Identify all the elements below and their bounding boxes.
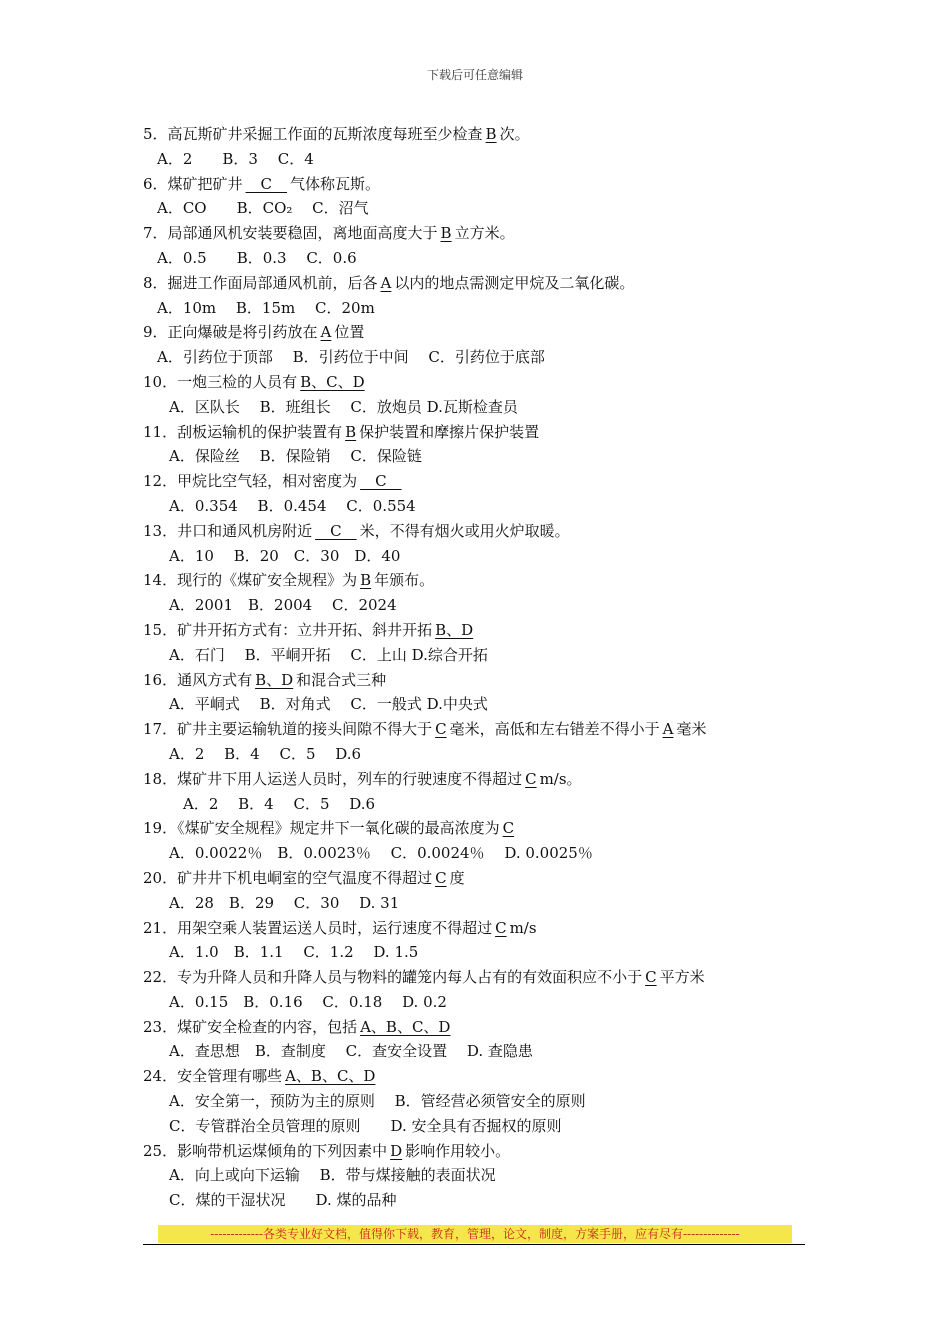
options-line: A．0.15 B．0.16 C．0.18 D. 0.2	[169, 992, 447, 1011]
question-6	[143, 172, 823, 197]
question-text: 21．用架空乘人装置运送人员时，运行速度不得超过	[143, 918, 493, 937]
options-line: A．向上或向下运输 B．带与煤接触的表面状况	[169, 1166, 496, 1185]
question-16	[143, 668, 823, 693]
footer-banner: -------------各类专业好文档，值得你下载，教育，管理，论文，制度，方案手册，应有尽有--------------	[158, 1225, 792, 1243]
options-line: A．0.0022％ B．0.0023％ C．0.0024％ D. 0.0025％	[169, 844, 593, 863]
question-text: 保护装置和摩擦片保护装置	[359, 422, 540, 441]
question-25	[143, 1139, 823, 1164]
answer-blank: C	[435, 720, 447, 739]
question-22	[143, 965, 823, 990]
answer-blank: C	[360, 472, 402, 491]
options-line: A．安全第一，预防为主的原则 B．管经营必须管安全的原则	[169, 1092, 586, 1111]
question-text: 次。	[499, 125, 530, 143]
options-line: A．10 B．20 C．30 D．40	[169, 546, 401, 565]
options-line: A．1.0 B．1.1 C．1.2 D. 1.5	[169, 943, 419, 962]
question-text: 22．专为升降人员和升降人员与物料的罐笼内每人占有的有效面积应不小于	[143, 968, 643, 987]
options-line: A．平峒式 B．对角式 C．一般式 D.中央式	[169, 695, 488, 714]
answer-blank: A	[320, 323, 332, 342]
question-text: 5．高瓦斯矿井采掘工作面的瓦斯浓度每班至少检查	[143, 125, 483, 143]
question-text: 17．矿井主要运输轨道的接头间隙不得大于	[143, 720, 433, 739]
options-line: A．2 B．4 C．5 D.6	[169, 744, 362, 763]
question-text: 和混合式三种	[296, 670, 387, 689]
question-5	[143, 122, 823, 147]
footer-rule	[143, 1244, 805, 1245]
options-line: A．10m B．15m C．20m	[157, 298, 375, 317]
options-line: A．0.5 B．0.3 C．0.6	[157, 248, 357, 267]
question-24	[143, 1064, 823, 1089]
answer-blank: C	[645, 968, 657, 987]
question-text: m/s	[509, 918, 537, 937]
question-text: 11．刮板运输机的保护装置有	[143, 422, 343, 441]
question-17	[143, 717, 823, 742]
answer-blank: B、C、D	[300, 372, 365, 391]
question-text: 8．掘进工作面局部通风机前，后各	[143, 273, 378, 292]
question-10	[143, 370, 823, 395]
question-text: 9．正向爆破是将引药放在	[143, 323, 318, 342]
question-text: 年颁布。	[374, 571, 435, 590]
question-14	[143, 568, 823, 593]
options-line: C．专管群治全员管理的原则 D. 安全具有否掘权的原则	[169, 1116, 562, 1135]
answer-blank: C	[315, 521, 357, 540]
question-19	[143, 816, 823, 841]
question-text: 15．矿井开拓方式有：立井开拓、斜井开拓	[143, 620, 433, 639]
question-8	[143, 271, 823, 296]
question-text: 度	[449, 868, 465, 887]
question-text: m/s。	[539, 769, 582, 788]
question-text: 24．安全管理有哪些	[143, 1067, 283, 1086]
question-text: 18．煤矿井下用人运送人员时，列车的行驶速度不得超过	[143, 769, 523, 788]
question-text: 14．现行的《煤矿安全规程》为	[143, 571, 358, 590]
options-line: A．石门 B．平峒开拓 C．上山 D.综合开拓	[169, 645, 488, 664]
question-text: 以内的地点需测定甲烷及二氧化碳。	[394, 273, 635, 292]
answer-blank: B	[440, 224, 452, 243]
answer-blank: C	[435, 868, 447, 887]
question-text: 13．井口和通风机房附近	[143, 521, 313, 540]
question-text: 毫米，高低和左右错差不得小于	[449, 720, 660, 739]
options-line: A．查思想 B．查制度 C．查安全设置 D. 查隐患	[169, 1042, 533, 1061]
options-line: A．保险丝 B．保险销 C．保险链	[169, 447, 422, 466]
answer-blank: B	[360, 571, 372, 590]
options-line: A．2 B．3 C．4	[157, 149, 314, 168]
options-line: A．CO B．CO₂ C．沼气	[157, 199, 369, 218]
question-9	[143, 320, 823, 345]
options-line: A．2 B．4 C．5 D.6	[183, 794, 376, 813]
question-text: 位置	[334, 323, 365, 342]
question-7	[143, 221, 823, 246]
question-20	[143, 866, 823, 891]
answer-blank: C	[245, 174, 288, 193]
question-text: 25．影响带机运煤倾角的下列因素中	[143, 1141, 388, 1160]
question-text: 平方米	[659, 968, 705, 987]
question-list	[143, 122, 823, 1213]
question-text: 23．煤矿安全检查的内容，包括	[143, 1017, 358, 1036]
answer-blank: B、D	[435, 620, 474, 639]
question-12	[143, 469, 823, 494]
options-line: A．28 B．29 C．30 D. 31	[169, 893, 400, 912]
answer-blank: A	[662, 720, 674, 739]
options-line: C．煤的干湿状况 D. 煤的品种	[169, 1191, 397, 1210]
answer-blank: D	[390, 1141, 403, 1160]
question-text: 毫米	[676, 720, 707, 739]
answer-blank: C	[502, 819, 515, 838]
page-header: 下载后可任意编辑	[426, 68, 523, 82]
answer-blank: B	[345, 422, 357, 441]
answer-blank: C	[525, 769, 537, 788]
answer-blank: A	[380, 273, 392, 292]
answer-blank: A、B、C、D	[285, 1067, 376, 1086]
options-line: A．区队长 B．班组长 C．放炮员 D.瓦斯检查员	[169, 397, 518, 416]
options-line: A．0.354 B．0.454 C．0.554	[169, 496, 416, 515]
question-text: 7．局部通风机安装要稳固，离地面高度大于	[143, 224, 438, 243]
question-18	[143, 767, 823, 792]
question-text: 米，不得有烟火或用火炉取暖。	[359, 521, 570, 540]
question-text: 气体称瓦斯。	[290, 174, 381, 193]
answer-blank: B	[485, 125, 497, 143]
question-text: 12．甲烷比空气轻，相对密度为	[143, 472, 358, 491]
question-text: 影响作用较小。	[405, 1141, 511, 1160]
question-text: 6．煤矿把矿井	[143, 174, 243, 193]
question-text: 10．一炮三检的人员有	[143, 372, 298, 391]
question-text: 20．矿井井下机电峒室的空气温度不得超过	[143, 868, 433, 887]
answer-blank: C	[495, 918, 507, 937]
options-line: A．引药位于顶部 B．引药位于中间 C．引药位于底部	[157, 348, 545, 367]
answer-blank: B、D	[255, 670, 294, 689]
question-13	[143, 519, 823, 544]
question-21	[143, 916, 823, 941]
answer-blank: A、B、C、D	[360, 1017, 451, 1036]
question-11	[143, 420, 823, 445]
question-23	[143, 1015, 823, 1040]
question-text: 立方米。	[454, 224, 515, 243]
question-text: 16．通风方式有	[143, 670, 253, 689]
question-text: 19．《煤矿安全规程》规定井下一氧化碳的最高浓度为	[143, 819, 500, 838]
options-line: A．2001 B．2004 C．2024	[169, 596, 397, 615]
question-15	[143, 618, 823, 643]
